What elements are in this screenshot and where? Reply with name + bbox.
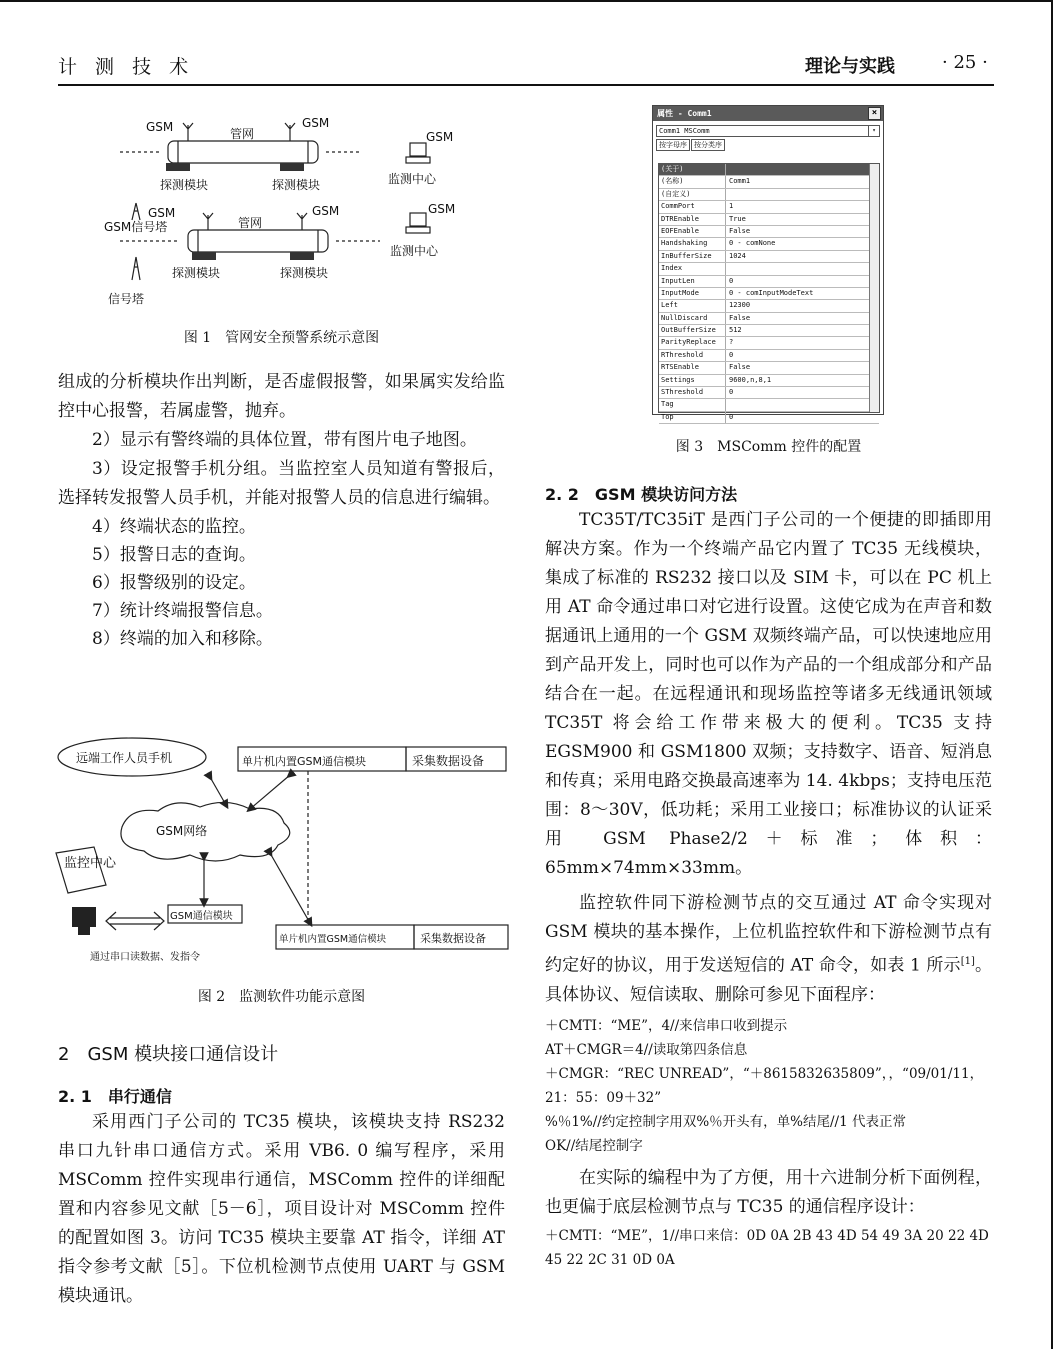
figure-3-caption: 图 3 MSComm 控件的配置 (675, 439, 862, 455)
property-name: Settings (659, 375, 726, 386)
property-row[interactable] (659, 325, 879, 337)
figure-2-caption: 图 2 监测软件功能示意图 (197, 989, 366, 1005)
paragraph: 采用西门子公司的 TC35 模块，该模块支持 RS232 串口九针串口通信方式。采用 VB6. 0 编写程序，采用 MSComm 控件实现串行通信，MSComm 控件的详细配置和内容参见文献［5－6］，项目设计对 MSComm 控件的配置如图 3。访问 TC35 模块主要靠 AT 指令，详细 AT 指令参考文献［5］。下位机检测节点使用 UART 与 GSM 模块通讯。 (58, 1112, 505, 1306)
property-name: ParityReplace (659, 337, 726, 348)
figure-1-caption: 图 1 管网安全预警系统示意图 (183, 330, 380, 346)
code-block-2 (545, 1224, 992, 1272)
computer-icon (72, 907, 96, 935)
antenna-icon (285, 123, 295, 141)
code-block-1 (545, 1014, 992, 1158)
label: GSM (312, 204, 340, 218)
property-name: InBufferSize (659, 251, 726, 262)
property-value: ? (729, 338, 734, 347)
property-row[interactable] (659, 313, 879, 325)
computer-icon (410, 143, 426, 156)
property-value: 0 (729, 350, 734, 359)
property-value: 0 - comNone (729, 239, 776, 248)
property-row[interactable] (659, 399, 879, 411)
label: GSM (302, 116, 330, 130)
property-name: Handshaking (659, 238, 726, 249)
paragraph-text: 监控软件同下游检测节点的交互通过 AT 命令实现对 GSM 模块的基本操作，上位机监控软件和下游检测节点有约定好的协议，用于发送短信的 AT 命令，如表 1 所示 (545, 893, 992, 976)
property-row[interactable] (659, 201, 879, 213)
label: 探测模块 (160, 178, 209, 192)
property-row[interactable] (659, 362, 879, 374)
citation-ref: [1] (960, 956, 975, 967)
property-row[interactable] (659, 238, 879, 250)
tab-alphabetic[interactable]: 按字母序 (656, 139, 690, 151)
label: GSM网络 (156, 824, 208, 838)
antenna-icon (297, 213, 307, 230)
label: GSM (428, 202, 456, 216)
property-value: 1 (729, 202, 734, 211)
page-border-top (0, 0, 1053, 2)
paragraph-text: 。具体协议、短信读取、删除可参见下面程序： (545, 955, 993, 1005)
label: 管网 (230, 127, 255, 141)
property-row[interactable] (659, 412, 879, 424)
label: GSM (426, 130, 454, 144)
property-value: 0 (729, 388, 734, 397)
antenna-icon (183, 123, 193, 141)
property-name: Index (659, 263, 726, 274)
section-2-heading: 2 GSM 模块接口通信设计 (58, 1044, 279, 1065)
section-2-1-heading: 2. 1 串行通信 (58, 1087, 172, 1106)
figure-2-diagram (50, 735, 515, 970)
property-row[interactable] (659, 375, 879, 387)
label: 监控中心 (64, 856, 117, 871)
property-value: Comm1 (729, 177, 751, 186)
property-value: 0 (729, 276, 734, 285)
header-rule (58, 84, 994, 86)
object-selector-value: Comm1 MSComm (659, 127, 710, 135)
label: 探测模块 (272, 178, 321, 192)
property-value: False (729, 363, 751, 372)
chevron-down-icon[interactable]: ▾ (868, 126, 879, 136)
property-row[interactable] (659, 350, 879, 362)
label: GSM (146, 120, 174, 134)
property-row[interactable] (659, 387, 879, 399)
property-row[interactable] (659, 276, 879, 288)
property-row[interactable] (659, 226, 879, 238)
pipe-lower (188, 230, 328, 252)
property-row[interactable] (659, 263, 879, 275)
scrollbar[interactable] (869, 164, 879, 412)
code-line: ＋CMTI：“ME”，1//串口来信：0D 0A 2B 43 4D 54 49 3A 20 22 4D 45 22 2C 31 0D 0A (545, 1227, 989, 1268)
window-title: 属性 - Comm1 (657, 109, 712, 118)
property-row[interactable] (659, 251, 879, 263)
label: 单片机内置GSM通信模块 (279, 934, 387, 945)
mscomm-property-window (652, 105, 884, 421)
property-row[interactable] (659, 189, 879, 201)
property-value: True (729, 214, 746, 223)
property-name: Top (659, 412, 726, 423)
code-line: ＋CMTI：“ME”，4//来信串口收到提示 (545, 1017, 788, 1034)
figure-1-diagram (90, 105, 490, 315)
property-name: RTSEnable (659, 362, 726, 373)
code-line: AT＋CMGR＝4//读取第四条信息 (545, 1041, 748, 1058)
property-name: SThreshold (659, 387, 726, 398)
label: 远端工作人员手机 (76, 751, 173, 765)
list-item: 6）报警级别的设定。 (92, 573, 256, 593)
paragraph: 在实际的编程中为了方便，用十六进制分析下面例程，也更偏于底层检测节点与 TC35 的通信程序设计： (545, 1167, 992, 1217)
property-row[interactable] (659, 288, 879, 300)
property-name: OutBufferSize (659, 325, 726, 336)
property-name: EOFEnable (659, 226, 726, 237)
object-selector[interactable] (656, 125, 880, 137)
signal-tower-icon (132, 257, 140, 280)
property-value: 0 - comInputModeText (729, 288, 814, 297)
property-row[interactable] (659, 337, 879, 349)
label: 探测模块 (172, 266, 221, 280)
computer-icon (410, 213, 426, 226)
section-2-1-body (58, 1108, 505, 1311)
detector-block (166, 163, 190, 171)
antenna-icon (203, 213, 213, 230)
list-item: 7）统计终端报警信息。 (92, 601, 273, 621)
code-line: OK//结尾控制字 (545, 1137, 643, 1154)
property-value: False (729, 313, 751, 322)
property-name: Tag (659, 399, 726, 410)
section-2-2-body (545, 506, 992, 1272)
left-column-body (58, 368, 505, 653)
property-name: NullDiscard (659, 313, 726, 324)
signal-tower-icon (132, 203, 140, 220)
label: GSM信号塔 (104, 220, 168, 234)
property-name: CommPort (659, 201, 726, 212)
paragraph: 3）设定报警手机分组。当监控室人员知道有警报后，选择转发报警人员手机，并能对报警人员的信息进行编辑。 (58, 459, 505, 508)
property-name: InputLen (659, 276, 726, 287)
label: 管网 (238, 216, 263, 230)
property-name: RThreshold (659, 350, 726, 361)
tab-categorized[interactable]: 按分类序 (691, 139, 725, 151)
property-name: (自定义) (659, 189, 726, 200)
property-row[interactable] (659, 164, 879, 176)
label: 单片机内置GSM通信模块 (242, 755, 366, 768)
property-name: InputMode (659, 288, 726, 299)
property-name: (关于) (659, 164, 726, 175)
double-arrow-icon (106, 912, 164, 930)
property-value: 12300 (729, 301, 751, 310)
property-value: False (729, 226, 751, 235)
list-item: 5）报警日志的查询。 (92, 545, 256, 565)
detector-block (192, 252, 216, 260)
code-line: ＋CMGR：“REC UNREAD”，“＋8615832635809”，，“09/01/11，21：55：09＋32” (545, 1065, 984, 1106)
list-item: 8）终端的加入和移除。 (92, 629, 273, 649)
journal-name: 计 测 技 术 (58, 56, 195, 78)
section-2-2-heading: 2. 2 GSM 模块访问方法 (545, 485, 738, 504)
property-value: 512 (729, 326, 742, 335)
property-row[interactable] (659, 176, 879, 188)
label: 监测中心 (388, 172, 437, 186)
paragraph: 2）显示有警终端的具体位置，带有图片电子地图。 (92, 430, 477, 450)
paragraph (545, 889, 992, 1010)
section-name: 理论与实践 (805, 56, 895, 77)
property-name: (名称) (659, 176, 726, 187)
label: 探测模块 (280, 266, 329, 280)
property-name: Left (659, 300, 726, 311)
property-value: 1024 (729, 251, 746, 260)
list-item: 4）终端状态的监控。 (92, 517, 256, 537)
property-name: DTREnable (659, 214, 726, 225)
label: GSM (148, 206, 176, 220)
label: 采集数据设备 (412, 754, 485, 768)
label: 通过串口读数据、发指令 (90, 952, 200, 963)
pipe-upper (168, 141, 318, 163)
close-icon[interactable]: × (868, 107, 881, 120)
paragraph: 组成的分析模块作出判断，是否虚假报警，如果属实发给监控中心报警，若属虚警，抛弃。 (58, 372, 505, 421)
property-value: 9600,n,8,1 (729, 375, 772, 384)
code-line: %％1%//约定控制字用双%％开头有，单%结尾//1 代表正常 (545, 1113, 906, 1130)
window-title-bar (653, 106, 883, 121)
label: 采集数据设备 (420, 932, 486, 945)
page-number: · 25 · (942, 52, 988, 73)
property-row[interactable] (659, 300, 879, 312)
detector-block (290, 252, 314, 260)
property-row[interactable] (659, 214, 879, 226)
property-value: 0 (729, 412, 734, 421)
detector-block (280, 163, 304, 171)
label: GSM通信模块 (170, 911, 233, 922)
label: 信号塔 (108, 292, 145, 306)
label: 监测中心 (390, 244, 439, 258)
paragraph: TC35T/TC35iT 是西门子公司的一个便捷的即插即用解决方案。作为一个终端产品它内置了 TC35 无线模块，集成了标准的 RS232 接口以及 SIM 卡，可以在 PC 机上用 AT 命令通过串口对它进行设置。这使它成为在声音和数据通讯上通用的一个 GSM 双频终端产品，可以快速地应用到产品开发上，同时也可以作为产品的一个组成部分和产品结合在一起。在远程通讯和现场监控等诸多无线通讯领域 TC35T 将会给工作带来极大的便利。TC35 支持 EGSM900 和 GSM1800 双频；支持数字、语音、短消息和传真；采用电路交换最高速率为 14. 4kbps；支持电压范围：8～30V，低功耗；采用工业接口；标准协议的认证采用 GSM Phase2/2＋标准；体积：65mm×74mm×33mm。 (545, 510, 992, 878)
property-grid (658, 163, 880, 421)
property-tabs (656, 139, 880, 150)
